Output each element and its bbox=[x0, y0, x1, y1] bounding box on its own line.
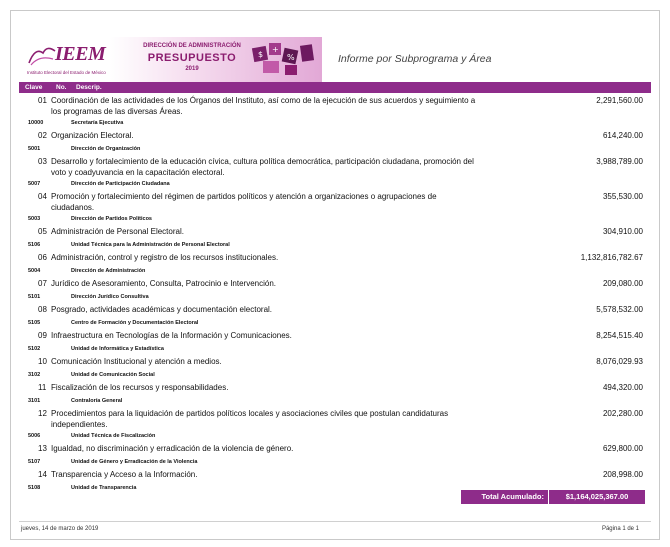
program-amount: 8,076,029.93 bbox=[596, 357, 643, 366]
program-amount: 494,320.00 bbox=[602, 383, 643, 392]
banner-department: DIRECCIÓN DE ADMINISTRACIÓN bbox=[143, 43, 241, 49]
program-number: 03 bbox=[38, 157, 47, 166]
banner-year: 2019 bbox=[185, 66, 199, 72]
program-row bbox=[11, 156, 661, 191]
footer-date: jueves, 14 de marzo de 2019 bbox=[21, 526, 99, 532]
program-row bbox=[11, 330, 661, 356]
banner-illustration-icon bbox=[249, 39, 321, 81]
program-row bbox=[11, 95, 661, 130]
program-row bbox=[11, 408, 661, 443]
unit-name: Dirección de Organización bbox=[71, 146, 141, 152]
unit-name: Unidad de Comunicación Social bbox=[71, 372, 155, 378]
unit-code: 5105 bbox=[28, 320, 41, 326]
report-page bbox=[10, 10, 660, 540]
program-row bbox=[11, 226, 661, 252]
program-list bbox=[11, 95, 661, 495]
report-banner bbox=[19, 37, 322, 83]
program-row bbox=[11, 191, 661, 226]
program-number: 13 bbox=[38, 444, 47, 453]
unit-code: 5107 bbox=[28, 459, 41, 465]
program-description: Transparencia y Acceso a la Información. bbox=[51, 470, 198, 479]
unit-code: 5001 bbox=[28, 146, 41, 152]
unit-name: Centro de Formación y Documentación Electoral bbox=[71, 320, 199, 326]
unit-code: 3101 bbox=[28, 398, 41, 404]
unit-name: Unidad de Informática y Estadística bbox=[71, 346, 164, 352]
program-number: 07 bbox=[38, 279, 47, 288]
program-description: Organización Electoral. bbox=[51, 131, 134, 140]
program-amount: 5,578,532.00 bbox=[596, 305, 643, 314]
program-description: Comunicación Institucional y atención a medios. bbox=[51, 357, 222, 366]
program-amount: 209,080.00 bbox=[602, 279, 643, 288]
program-amount: 2,291,560.00 bbox=[596, 96, 643, 105]
program-amount: 629,800.00 bbox=[602, 444, 643, 453]
unit-name: Dirección de Participación Ciudadana bbox=[71, 181, 170, 187]
svg-text:%: % bbox=[287, 53, 295, 62]
program-amount: 208,998.00 bbox=[602, 470, 643, 479]
program-number: 08 bbox=[38, 305, 47, 314]
program-description: Posgrado, actividades académicas y documentación electoral. bbox=[51, 305, 273, 314]
program-description: Administración de Personal Electoral. bbox=[51, 227, 184, 236]
program-amount: 614,240.00 bbox=[602, 131, 643, 140]
program-amount: 1,132,816,782.67 bbox=[580, 253, 643, 262]
unit-name: Dirección de Administración bbox=[71, 268, 146, 274]
program-description: Procedimientos para la liquidación de partidos políticos locales y asociaciones civiles que postulan candidaturas independientes. bbox=[51, 409, 449, 429]
program-description: Igualdad, no discriminación y erradicación de la violencia de género. bbox=[51, 444, 294, 453]
column-header-descrip: Descrip. bbox=[76, 84, 102, 91]
program-number: 04 bbox=[38, 192, 47, 201]
unit-name: Secretaría Ejecutiva bbox=[71, 120, 124, 126]
unit-name: Contraloría General bbox=[71, 398, 123, 404]
program-amount: 8,254,515.40 bbox=[596, 331, 643, 340]
total-amount: $1,164,025,367.00 bbox=[549, 490, 645, 504]
program-description: Administración, control y registro de los recursos institucionales. bbox=[51, 253, 279, 262]
unit-name: Unidad de Transparencia bbox=[71, 485, 137, 491]
program-description: Infraestructura en Tecnologías de la Información y Comunicaciones. bbox=[51, 331, 292, 340]
unit-code: 10000 bbox=[28, 120, 44, 126]
program-row bbox=[11, 304, 661, 330]
unit-code: 5004 bbox=[28, 268, 41, 274]
program-number: 10 bbox=[38, 357, 47, 366]
footer-page-number: Página 1 de 1 bbox=[601, 526, 639, 532]
logo-text: IEEM bbox=[55, 43, 106, 65]
program-row bbox=[11, 130, 661, 156]
unit-name: Dirección de Partidos Políticos bbox=[71, 216, 152, 222]
program-number: 12 bbox=[38, 409, 47, 418]
program-amount: 304,910.00 bbox=[602, 227, 643, 236]
program-row bbox=[11, 382, 661, 408]
banner-title: PRESUPUESTO bbox=[147, 52, 237, 64]
unit-name: Dirección Jurídico Consultiva bbox=[71, 294, 149, 300]
program-number: 09 bbox=[38, 331, 47, 340]
program-number: 11 bbox=[38, 383, 47, 392]
program-row bbox=[11, 278, 661, 304]
program-amount: 202,280.00 bbox=[602, 409, 643, 418]
logo-subtitle: Instituto Electoral del Estado de México bbox=[27, 70, 106, 75]
program-description: Promoción y fortalecimiento del régimen de partidos políticos y atención a organizaciones o agrupaciones de ciudadanos. bbox=[51, 192, 437, 212]
unit-name: Unidad Técnica de Fiscalización bbox=[71, 433, 156, 439]
footer-divider bbox=[19, 521, 651, 522]
total-label: Total Acumulado: bbox=[461, 490, 548, 504]
unit-code: 3102 bbox=[28, 372, 41, 378]
unit-name: Unidad Técnica para la Administración de Personal Electoral bbox=[71, 242, 230, 248]
program-number: 14 bbox=[38, 470, 47, 479]
program-description: Desarrollo y fortalecimiento de la educación cívica, cultura política democrática, participación ciudadana, promoción del voto y coadyuvancia en la capacitación electoral. bbox=[51, 157, 474, 177]
program-description: Jurídico de Asesoramiento, Consulta, Patrocinio e Intervención. bbox=[51, 279, 277, 288]
table-header bbox=[19, 82, 651, 93]
program-description: Coordinación de las actividades de los Órganos del Instituto, así como de la ejecución de sus acuerdos y seguimiento a los programas de las diversas Áreas. bbox=[51, 96, 476, 116]
program-row bbox=[11, 252, 661, 278]
svg-text:+: + bbox=[272, 45, 279, 54]
ieem-logo-icon bbox=[27, 43, 57, 67]
program-number: 02 bbox=[38, 131, 47, 140]
program-number: 06 bbox=[38, 253, 47, 262]
program-description: Fiscalización de los recursos y responsabilidades. bbox=[51, 383, 229, 392]
program-amount: 355,530.00 bbox=[602, 192, 643, 201]
unit-code: 5108 bbox=[28, 485, 41, 491]
column-header-no: No. bbox=[56, 84, 67, 91]
report-title: Informe por Subprograma y Área bbox=[338, 53, 492, 65]
unit-code: 5003 bbox=[28, 216, 41, 222]
unit-code: 5101 bbox=[28, 294, 41, 300]
program-row bbox=[11, 443, 661, 469]
unit-code: 5102 bbox=[28, 346, 41, 352]
program-number: 05 bbox=[38, 227, 47, 236]
unit-code: 5007 bbox=[28, 181, 41, 187]
program-number: 01 bbox=[38, 96, 47, 105]
unit-name: Unidad de Género y Erradicación de la Violencia bbox=[71, 459, 198, 465]
program-amount: 3,988,789.00 bbox=[596, 157, 643, 166]
column-header-clave: Clave bbox=[25, 84, 43, 91]
program-row bbox=[11, 356, 661, 382]
unit-code: 5106 bbox=[28, 242, 41, 248]
unit-code: 5006 bbox=[28, 433, 41, 439]
svg-text:$: $ bbox=[258, 50, 264, 59]
